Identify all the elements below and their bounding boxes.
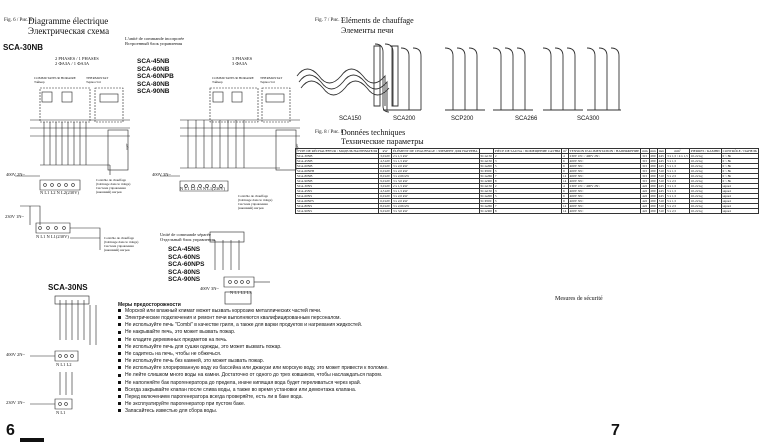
model-ns: SCA-60NPS bbox=[168, 261, 205, 269]
table-cell: 8,0 kW bbox=[380, 204, 390, 208]
table-cell: 10-22 kg bbox=[689, 169, 721, 174]
col-header: m³ bbox=[563, 149, 567, 153]
table-cell: 9,0 kW bbox=[380, 179, 390, 183]
safety-title: Меры предосторожности bbox=[118, 302, 181, 308]
table-cell: 400V 3N~ bbox=[568, 164, 641, 169]
fig7-label: Fig. 7 / Рис. 7 bbox=[315, 18, 344, 23]
table-cell: 422 bbox=[642, 194, 648, 198]
safety-section bbox=[118, 302, 538, 415]
table-cell: 9,0 kW bbox=[380, 209, 390, 213]
col-header: PIERRES / КАМНИ bbox=[690, 149, 720, 153]
bullet-icon bbox=[118, 374, 121, 377]
table-cell: 0 ~ 8h bbox=[721, 164, 758, 169]
table-cell: SCA150 bbox=[480, 184, 492, 188]
table-cell: 3 x 1,5 bbox=[666, 184, 690, 189]
heater-label: SCP200 bbox=[451, 116, 474, 122]
model-30nb: SCA-30NB bbox=[3, 43, 44, 52]
bullet-icon bbox=[118, 388, 121, 391]
table-cell: 10-22 kg bbox=[689, 159, 721, 164]
safety-item-text: Не используйте печь "Combi" в качестве гриля, а также для варки продуктов и нагревания жидкостей. bbox=[125, 322, 363, 329]
terminals-5: N L1 L2 bbox=[56, 362, 72, 367]
table-cell: séparé bbox=[721, 184, 758, 189]
table-cell: 3 x 1,5 / 4 x 1,5 bbox=[667, 154, 688, 158]
table-cell: 3 x 2,66 kW bbox=[391, 174, 479, 179]
page-number-left: 6 bbox=[6, 422, 15, 439]
table-cell: 400V 3N~ bbox=[568, 169, 641, 174]
table-cell: SCA300 bbox=[480, 179, 492, 183]
thermostat-label-right: THERMOSTAT Термостат bbox=[260, 76, 283, 84]
model-nb: SCA-90NB bbox=[137, 88, 170, 96]
table-cell: SCA-60NPB bbox=[296, 169, 379, 174]
safety-item bbox=[118, 337, 538, 344]
safety-item-text: Не наполняйте бак парогенератора до предела, иначе кипящая вода будет переливаться через край. bbox=[125, 379, 362, 386]
table-cell: 10-22 kg bbox=[689, 194, 721, 199]
table-cell: 280 bbox=[650, 174, 656, 178]
bullet-icon bbox=[118, 309, 121, 312]
bullet-icon bbox=[118, 366, 121, 369]
table-cell: SCA266 bbox=[480, 174, 492, 178]
table-cell: 422 bbox=[642, 189, 648, 193]
safety-item-text: Не используйте хлорированную воду из бассейна или джакузи или морскую воду, это может привести к поломке. bbox=[125, 365, 389, 372]
fig8-title-ru: Технические параметры bbox=[341, 137, 424, 146]
table-cell: SCA-45NB bbox=[296, 159, 379, 164]
safety-item-text: Не кладите деревянных предметов на печь. bbox=[125, 336, 228, 343]
table-cell: 3 x 2,66 kW bbox=[391, 204, 479, 209]
table-cell: 0 ~ 8h bbox=[721, 169, 758, 174]
table-cell: SCA-45NS bbox=[296, 189, 379, 194]
table-cell: 0 ~ 8h bbox=[721, 174, 758, 179]
table-cell: SCA200 bbox=[480, 194, 492, 198]
safety-item-text: Всегда закрывайте клапан после слива воды, а также во время установки или демонтажа клапана. bbox=[125, 386, 357, 393]
table-cell: 510 bbox=[658, 199, 664, 203]
table-cell: 3 x 2,0 kW bbox=[391, 194, 479, 199]
safety-item-text: Перед включением парогенератора всегда проверяйте, есть ли в баке вода. bbox=[125, 393, 303, 400]
table-cell: 7 bbox=[493, 204, 561, 209]
table-cell: 422 bbox=[642, 204, 648, 208]
table-cell: 0 ~ 8h bbox=[721, 179, 758, 184]
table-cell: 280 bbox=[650, 164, 656, 168]
bullet-icon bbox=[118, 331, 121, 334]
note-small-left: Contrôle de chauffage (bobinage dans le ridage) Система управления (внешний) нагрев bbox=[96, 178, 131, 194]
table-cell: SCA300 bbox=[480, 209, 492, 213]
terminals-6: N L1 bbox=[56, 410, 66, 415]
bullet-icon bbox=[118, 338, 121, 341]
unit-incorporated-label: L'unité de commande incorporée Встроенный блок управления bbox=[125, 36, 185, 46]
models-ns-list bbox=[168, 246, 204, 284]
heater-label: SCA200 bbox=[393, 116, 416, 122]
table-cell: 12 bbox=[563, 204, 567, 208]
voltage-30ns-1n: 230V 1N~ bbox=[6, 400, 25, 405]
table-cell: séparé bbox=[721, 204, 758, 209]
bullet-icon bbox=[118, 395, 121, 398]
table-cell: 5 x 1,5 bbox=[666, 199, 690, 204]
table-cell: 3 bbox=[493, 189, 561, 194]
table-cell: 400V 3N~ bbox=[568, 174, 641, 179]
table-cell: 5 x 1,5 bbox=[666, 194, 690, 199]
table-cell: 0 ~ 8h bbox=[721, 154, 758, 159]
fig6-title-fr: Diagramme électrique bbox=[28, 16, 109, 26]
table-cell: 5 x 1,5 bbox=[666, 159, 690, 164]
table-cell: 6,0 kW bbox=[380, 194, 390, 198]
phase-right: 3 PHASES 3 ФАЗА bbox=[232, 56, 253, 66]
table-cell: 315 bbox=[642, 179, 648, 183]
table-cell: 510 bbox=[658, 174, 664, 178]
fig6-label: Fig. 6 / Рис. 6 bbox=[4, 18, 33, 23]
table-cell: 10-22 kg bbox=[689, 204, 721, 209]
table-cell: 280 bbox=[650, 159, 656, 163]
table-cell: 6,0 kW bbox=[380, 199, 390, 203]
table-cell: SCA200 bbox=[480, 164, 492, 168]
table-cell: 2 x 1,5 kW bbox=[391, 154, 479, 159]
heater-label: SCA300 bbox=[577, 116, 600, 122]
bullet-icon bbox=[118, 381, 121, 384]
safety-item bbox=[118, 308, 538, 315]
safety-item bbox=[118, 344, 538, 351]
table-cell: 3 x 2,0 kW bbox=[391, 169, 479, 174]
fig6-title-ru: Электрическая схема bbox=[28, 26, 110, 36]
table-cell: 445 bbox=[658, 164, 664, 168]
table-cell: 280 bbox=[650, 154, 656, 158]
spec-table bbox=[295, 148, 759, 214]
table-cell: 4 bbox=[562, 184, 569, 189]
table-cell: 445 bbox=[658, 194, 664, 198]
heating-elements-figure bbox=[285, 36, 625, 122]
table-cell: 3 bbox=[493, 159, 561, 164]
table-cell: 280 bbox=[650, 209, 656, 213]
table-cell: SCA-80NS bbox=[296, 204, 379, 209]
col-header: TYPE DE RÉCHAUFFEUR / МОДЕЛЬ НАГРЕВАТЕЛЯ bbox=[297, 149, 378, 153]
bullet-icon bbox=[118, 352, 121, 355]
col-header: kW bbox=[379, 149, 392, 154]
table-cell: 445 bbox=[658, 154, 664, 158]
bullet-icon bbox=[118, 359, 121, 362]
table-cell: 400V 3N~ bbox=[568, 189, 641, 194]
svg-text:ЩИТ: ЩИТ bbox=[295, 143, 299, 150]
safety-item-text: Не эксплуатируйте парогенератор при пустом баке. bbox=[125, 401, 246, 408]
col-header: ÉLÉMENT DE CHAUFFAGE / ЭЛЕМЕНТ ДЛЯ НАГРЕВА bbox=[392, 149, 478, 153]
safety-item bbox=[118, 380, 538, 387]
table-cell: SCA-60NB bbox=[296, 164, 379, 169]
table-cell: SCP200 bbox=[479, 199, 493, 204]
table-cell: 5 x 2,5 bbox=[666, 209, 690, 214]
table-cell: SCA150 bbox=[480, 189, 492, 193]
table-cell: SCP200 bbox=[479, 169, 493, 174]
table-cell: SCA266 bbox=[480, 204, 492, 208]
table-cell: 315 bbox=[642, 159, 648, 163]
table-cell: 3,0 kW bbox=[380, 154, 390, 158]
table-cell: 422 bbox=[642, 209, 648, 213]
table-cell: 510 bbox=[658, 169, 664, 173]
table-cell: séparé bbox=[721, 189, 758, 194]
table-cell: 315 bbox=[642, 174, 648, 178]
table-cell: 280 bbox=[650, 204, 656, 208]
table-cell: 280 bbox=[650, 169, 656, 173]
col-header: mm bbox=[658, 149, 665, 153]
page-number-right: 7 bbox=[611, 422, 620, 439]
table-cell: 5 x 2,5 bbox=[666, 174, 690, 179]
voltage-400-3n: 400V 3N~ bbox=[152, 172, 171, 177]
fig8-label: Fig. 8 / Рис. 8 bbox=[315, 130, 344, 135]
table-cell: 3,0 kW bbox=[380, 184, 390, 188]
table-cell: 230V 1N~ / 400V 2N~ bbox=[568, 184, 641, 189]
table-cell: 230V 1N~ / 400V 2N~ bbox=[568, 154, 641, 159]
table-cell: 400V 3N~ bbox=[568, 179, 641, 184]
table-cell: SCA150 bbox=[480, 154, 492, 158]
table-cell: 14 bbox=[563, 179, 567, 183]
table-cell: 3 x 3,0 kW bbox=[391, 179, 479, 184]
terminals-2: N L1 L2 L3 N L1(230V) bbox=[180, 186, 226, 191]
col-header: TENSION D'ALIMENTATION / НАПРЯЖЕНИЕ bbox=[569, 149, 640, 153]
table-cell: 2 bbox=[493, 184, 561, 189]
voltage-ns: 400V 3N~ bbox=[200, 286, 219, 291]
safety-list bbox=[118, 308, 538, 415]
bullet-icon bbox=[118, 345, 121, 348]
model-30ns: SCA-30NS bbox=[48, 283, 88, 292]
heater-label: SCA150 bbox=[339, 116, 362, 122]
table-cell: 5 bbox=[493, 199, 561, 204]
table-cell: 422 bbox=[642, 184, 648, 188]
col-header: CONTRÔLE / ПАНЕЛЬ bbox=[722, 149, 757, 153]
model-nb: SCA-80NB bbox=[137, 80, 170, 88]
safety-item bbox=[118, 329, 538, 336]
terminals-4: N L1 L2 L3 bbox=[230, 290, 252, 295]
table-cell: 400V 3N~ bbox=[568, 194, 641, 199]
table-cell: 9 bbox=[562, 199, 569, 204]
switch-label-right: COMMUTATEUR HORAIRE Таймер bbox=[212, 76, 254, 84]
fig8-title-fr: Données techniques bbox=[341, 128, 406, 137]
table-cell: 9 bbox=[562, 169, 569, 174]
bullet-icon bbox=[118, 409, 121, 412]
safety-item bbox=[118, 372, 538, 379]
table-cell: 8,0 kW bbox=[380, 174, 390, 178]
table-cell: 9 bbox=[562, 164, 569, 169]
table-cell: 3 x 1,5 kW bbox=[391, 189, 479, 194]
model-ns: SCA-45NS bbox=[168, 246, 201, 253]
table-row bbox=[296, 209, 759, 214]
table-cell: 2 bbox=[493, 154, 561, 159]
safety-item-text: Морской или влажный климат может вызвать коррозию металлических частей печи. bbox=[125, 308, 322, 314]
table-cell: 280 bbox=[650, 199, 656, 203]
table-cell: 3 x 2,0 kW bbox=[391, 164, 479, 169]
switch-label-left: COMMUTATEUR HORAIRE Таймер bbox=[34, 76, 76, 84]
table-cell: 5 bbox=[493, 169, 561, 174]
table-cell: 8 bbox=[493, 209, 561, 214]
table-cell: SCA-30NB bbox=[296, 154, 379, 159]
safety-item-text: Не накрывайте печь, это может вызвать пожар. bbox=[125, 329, 236, 336]
terminals-1: N L1 L2 N L2(230V) bbox=[40, 190, 79, 195]
safety-item bbox=[118, 387, 538, 394]
table-cell: 510 bbox=[658, 179, 664, 183]
table-cell: 6,0 kW bbox=[380, 164, 390, 168]
voltage-30ns-2n: 400V 2N~ bbox=[6, 352, 25, 357]
heater-label: SCA266 bbox=[515, 116, 538, 122]
table-cell: 280 bbox=[650, 194, 656, 198]
col-header: mm² bbox=[666, 149, 690, 154]
table-cell: 445 bbox=[658, 189, 664, 193]
table-cell: 3 x 3,0 kW bbox=[391, 209, 479, 214]
table-cell: 4,5 kW bbox=[380, 189, 390, 193]
bullet-icon bbox=[118, 323, 121, 326]
svg-text:ЩИТ: ЩИТ bbox=[125, 143, 129, 150]
col-header: mm bbox=[650, 149, 656, 153]
note-small-230: Contrôle de chauffage (bobinage dans le ridage) Система управления (внешний) нагрев bbox=[104, 236, 139, 252]
table-cell: 5 bbox=[493, 194, 561, 199]
table-cell: 315 bbox=[642, 154, 648, 158]
table-cell: SCA-80NB bbox=[296, 174, 379, 179]
table-cell: 510 bbox=[658, 209, 664, 213]
table-cell: 6 bbox=[562, 159, 569, 164]
table-cell: 5 bbox=[493, 164, 561, 169]
voltage-400-2n: 400V 2N~ bbox=[6, 172, 25, 177]
table-cell: 315 bbox=[642, 169, 648, 173]
table-cell: 315 bbox=[642, 164, 648, 168]
table-cell: 10-22 kg bbox=[689, 154, 721, 159]
table-cell: SCA-90NB bbox=[296, 179, 379, 184]
safety-item-text: Электрические подключения и ремонт печи выполняются квалифицированным персоналом. bbox=[125, 315, 341, 322]
fig7-title-ru: Элементы печи bbox=[341, 26, 394, 35]
table-cell: 8 bbox=[493, 179, 561, 184]
table-cell: 280 bbox=[650, 184, 656, 188]
table-cell: 5 x 1,5 bbox=[666, 164, 690, 169]
table-cell: SCA-90NS bbox=[296, 209, 379, 214]
mesures-label: Mesures de sécurité bbox=[555, 296, 603, 302]
table-cell: 3 x 1,5 kW bbox=[391, 159, 479, 164]
table-cell: 9 bbox=[562, 194, 569, 199]
table-cell: 7 bbox=[493, 174, 561, 179]
table-cell: 280 bbox=[650, 179, 656, 183]
table-cell: 400V 3N~ bbox=[568, 159, 641, 164]
table-cell: SCA150 bbox=[480, 159, 492, 163]
table-cell: 10-22 kg bbox=[689, 189, 721, 194]
table-cell: 5 x 2,5 bbox=[666, 179, 690, 184]
note-small-right: Contrôle de chauffage (bobinage dans le ridage) Система управления (внешний) нагрев bbox=[238, 194, 273, 210]
table-cell: séparé bbox=[721, 194, 758, 199]
table-cell: 10-22 kg bbox=[689, 164, 721, 169]
col-header: PIÈCE DE SAUNA / ПОМЕЩЕНИЕ САУНЫ bbox=[494, 149, 561, 153]
table-cell: 6,0 kW bbox=[380, 169, 390, 173]
table-cell: 14 bbox=[563, 209, 567, 213]
table-cell: 3 x 2,0 kW bbox=[391, 199, 479, 204]
table-cell: 445 bbox=[658, 184, 664, 188]
table-cell: 280 bbox=[650, 189, 656, 193]
safety-item bbox=[118, 394, 538, 401]
table-cell: séparé bbox=[721, 199, 758, 204]
table-cell: SCA-60NPS bbox=[296, 199, 379, 204]
safety-item bbox=[118, 408, 538, 415]
safety-item-text: Запасайтесь известью для сбора воды. bbox=[125, 408, 218, 415]
table-cell: 10-22 kg bbox=[689, 209, 721, 214]
table-cell: 10-22 kg bbox=[689, 179, 721, 184]
table-cell: SCA-30NS bbox=[296, 184, 379, 189]
table-cell: 5 x 2,5 bbox=[666, 204, 690, 209]
col-header: mm bbox=[642, 149, 648, 153]
table-cell: 510 bbox=[658, 204, 664, 208]
table-cell: 6 bbox=[562, 189, 569, 194]
footer-bar bbox=[20, 438, 44, 442]
table-cell: séparé bbox=[721, 209, 758, 214]
table-cell: 400V 3N~ bbox=[568, 204, 641, 209]
bullet-icon bbox=[118, 402, 121, 405]
table-cell: 4 bbox=[562, 154, 569, 159]
table-cell: 10-22 kg bbox=[689, 199, 721, 204]
model-nb: SCA-60NPB bbox=[137, 73, 174, 81]
safety-item-text: Не лейте слишком много воды на камни. Достаточно от одного до трех ковшиков, чтобы наслаждаться паром. bbox=[125, 372, 383, 379]
table-cell: 5 x 1,5 bbox=[666, 189, 690, 194]
table-cell: 0 ~ 8h bbox=[721, 159, 758, 164]
table-cell: 12 bbox=[563, 174, 567, 178]
bullet-icon bbox=[118, 316, 121, 319]
model-ns: SCA-80NS bbox=[168, 268, 201, 276]
model-nb: SCA-60NB bbox=[137, 65, 170, 73]
table-cell: 445 bbox=[658, 159, 664, 163]
model-ns: SCA-60NS bbox=[168, 253, 201, 261]
safety-item-text: Не садитесь на печь, чтобы не обжечься. bbox=[125, 350, 222, 357]
table-cell: 400V 3N~ bbox=[568, 209, 641, 214]
phase-left: 2 PHASES / 1 PHASES 2 ФАЗА / 1 ФАЗА bbox=[55, 56, 99, 66]
table-cell: 400V 3N~ bbox=[568, 199, 641, 204]
table-cell: 10-22 kg bbox=[689, 184, 721, 189]
safety-item-text: Не используйте печь без камней, это может вызвать пожар. bbox=[125, 358, 265, 365]
voltage-230-1n: 230V 1N~ bbox=[5, 214, 24, 219]
table-cell: 10-22 kg bbox=[689, 174, 721, 179]
model-ns: SCA-90NS bbox=[168, 276, 201, 284]
model-nb: SCA-45NB bbox=[137, 58, 170, 65]
table-cell: SCA-60NS bbox=[296, 194, 379, 199]
table-cell: 5 x 1,5 bbox=[666, 169, 690, 174]
thermostat-label-left: THERMOSTAT Термостат bbox=[86, 76, 109, 84]
fig7-title-fr: Eléments de chauffage bbox=[341, 16, 414, 25]
terminals-3: N L1 N L1(230V) bbox=[36, 234, 69, 239]
table-cell: 422 bbox=[642, 199, 648, 203]
table-cell: 2 x 1,5 kW bbox=[391, 184, 479, 189]
table-cell: 4,5 kW bbox=[380, 159, 390, 163]
unit-separate-label: Unité de commande séparée Отдельный блок управления bbox=[160, 232, 215, 242]
safety-item-text: Не используйте печь для сушки одежды, это может вызвать пожар. bbox=[125, 343, 282, 350]
